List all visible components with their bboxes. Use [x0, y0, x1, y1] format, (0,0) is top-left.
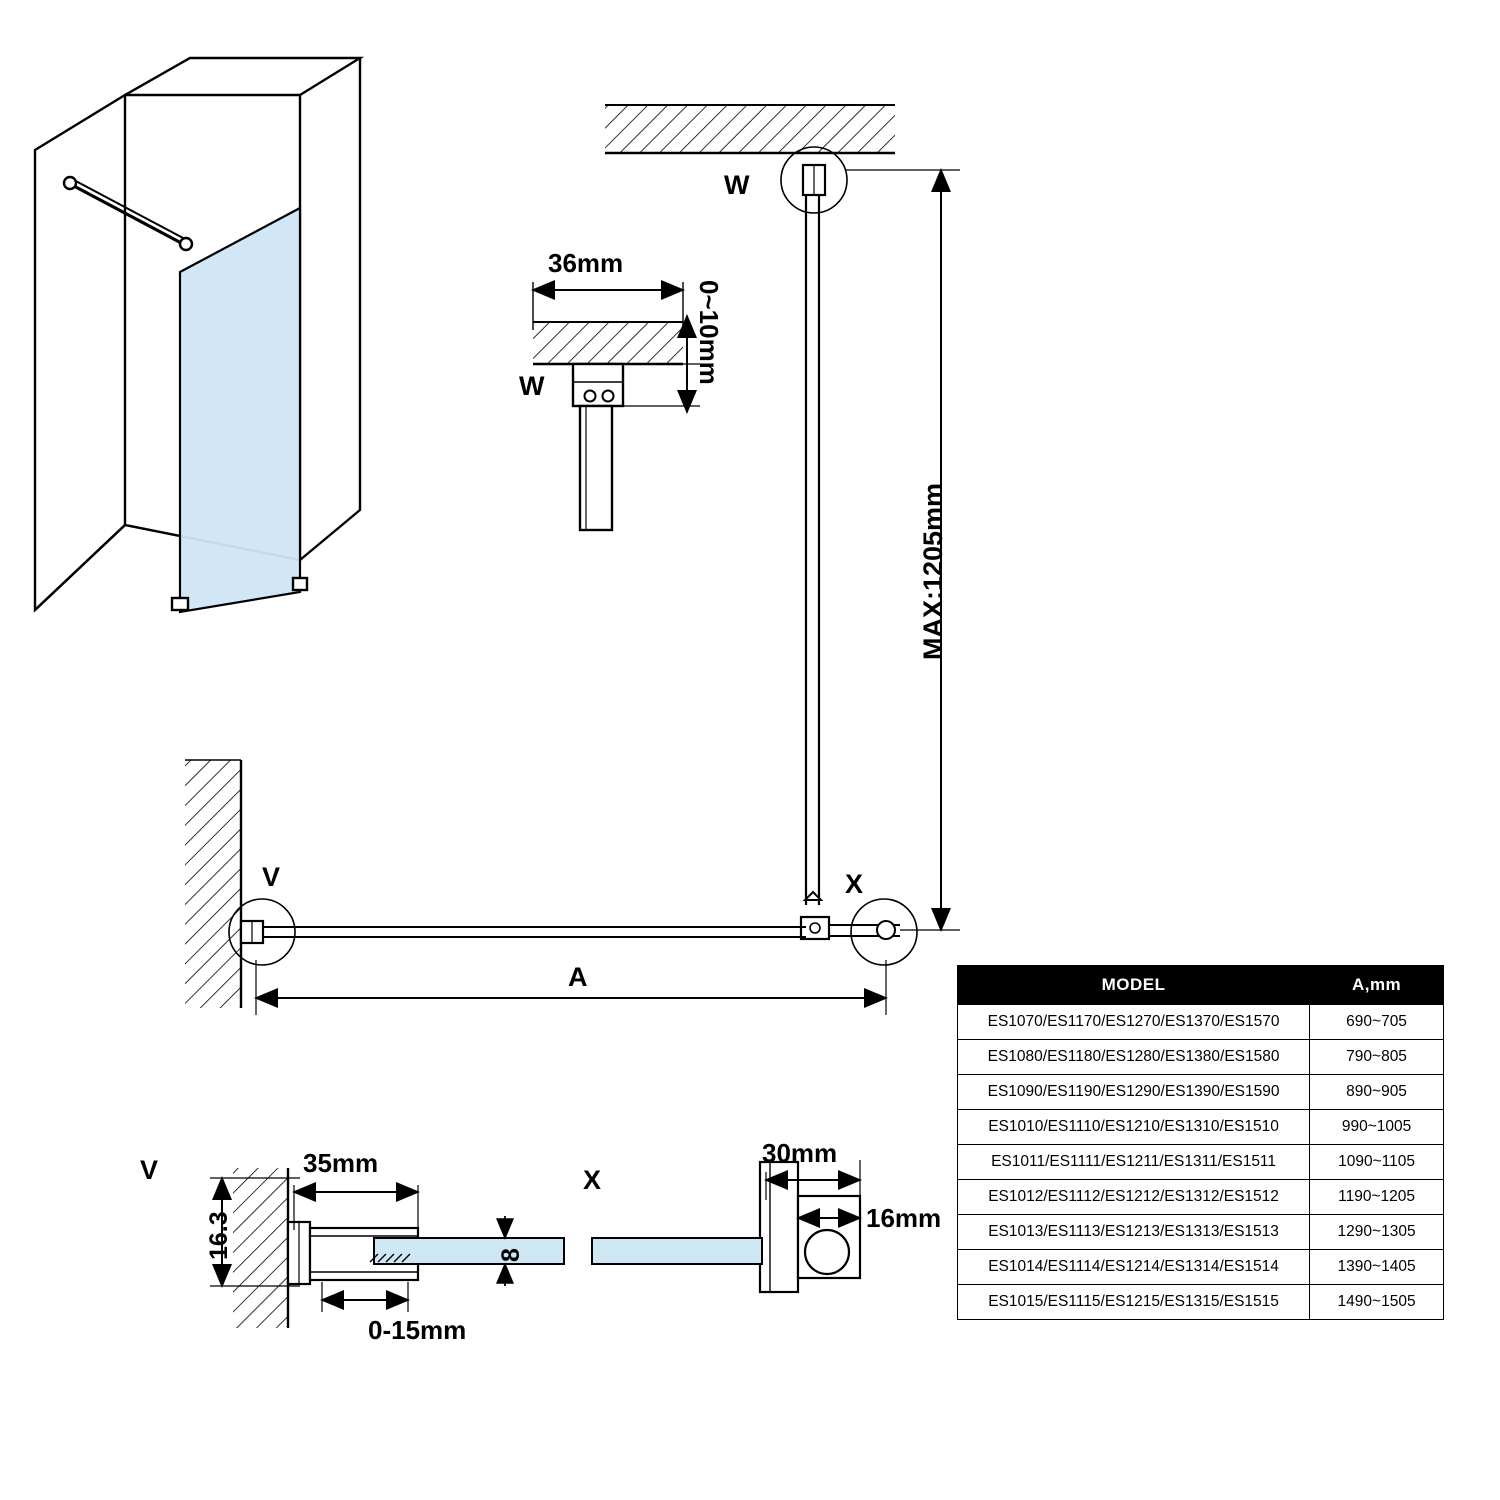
cell-model: ES1080/ES1180/ES1280/ES1380/ES1580	[958, 1040, 1310, 1075]
isometric-view	[35, 58, 360, 612]
table-row	[958, 1145, 1444, 1180]
label-w-top: W	[724, 170, 750, 200]
table-row	[958, 1110, 1444, 1145]
label-x-detail: X	[583, 1165, 602, 1195]
cell-model: ES1015/ES1115/ES1215/ES1315/ES1515	[958, 1285, 1310, 1320]
cell-a: 1290~1305	[1310, 1215, 1444, 1250]
cell-a: 1090~1105	[1310, 1145, 1444, 1180]
dim-30mm: 30mm	[762, 1138, 838, 1168]
cell-model: ES1014/ES1114/ES1214/ES1314/ES1514	[958, 1250, 1310, 1285]
plan-view	[185, 760, 886, 1015]
dim-16mm: 16mm	[866, 1203, 942, 1233]
table-row	[958, 1285, 1444, 1320]
cell-model: ES1013/ES1113/ES1213/ES1313/ES1513	[958, 1215, 1310, 1250]
cell-a: 1390~1405	[1310, 1250, 1444, 1285]
dim-0-10mm: 0~10mm	[694, 280, 724, 385]
cell-a: 690~705	[1310, 1005, 1444, 1040]
cell-model: ES1011/ES1111/ES1211/ES1311/ES1511	[958, 1145, 1310, 1180]
cell-a: 1190~1205	[1310, 1180, 1444, 1215]
label-w-left: W	[519, 371, 545, 401]
elevation-view	[605, 105, 960, 965]
cell-a: 1490~1505	[1310, 1285, 1444, 1320]
dim-16-3: 16.3	[205, 1211, 233, 1260]
dim-0-15mm: 0-15mm	[368, 1315, 467, 1345]
w-detail-left	[533, 282, 700, 530]
label-v-detail: V	[140, 1155, 159, 1185]
col-header-model: MODEL	[958, 966, 1310, 1005]
table-body	[958, 1005, 1444, 1320]
cell-model: ES1012/ES1112/ES1212/ES1312/ES1512	[958, 1180, 1310, 1215]
cell-model: ES1070/ES1170/ES1270/ES1370/ES1570	[958, 1005, 1310, 1040]
model-spec-table	[957, 965, 1444, 1320]
cell-a: 790~805	[1310, 1040, 1444, 1075]
table-row	[958, 1180, 1444, 1215]
dim-36mm: 36mm	[548, 248, 624, 278]
col-header-a: A,mm	[1310, 966, 1444, 1005]
cell-a: 890~905	[1310, 1075, 1444, 1110]
table-row	[958, 1075, 1444, 1110]
cell-model: ES1090/ES1190/ES1290/ES1390/ES1590	[958, 1075, 1310, 1110]
label-x-plan: X	[845, 869, 864, 899]
cell-model: ES1010/ES1110/ES1210/ES1310/ES1510	[958, 1110, 1310, 1145]
x-detail	[592, 1160, 860, 1292]
table-row	[958, 1250, 1444, 1285]
table-row	[958, 1215, 1444, 1250]
table-row	[958, 1040, 1444, 1075]
dim-35mm: 35mm	[303, 1148, 379, 1178]
table-header-row	[958, 966, 1444, 1005]
dim-8: 8	[497, 1248, 525, 1262]
dim-a: A	[568, 962, 588, 992]
label-v-plan: V	[262, 862, 281, 892]
table-row	[958, 1005, 1444, 1040]
dim-max-height: MAX:1205mm	[918, 482, 948, 660]
cell-a: 990~1005	[1310, 1110, 1444, 1145]
